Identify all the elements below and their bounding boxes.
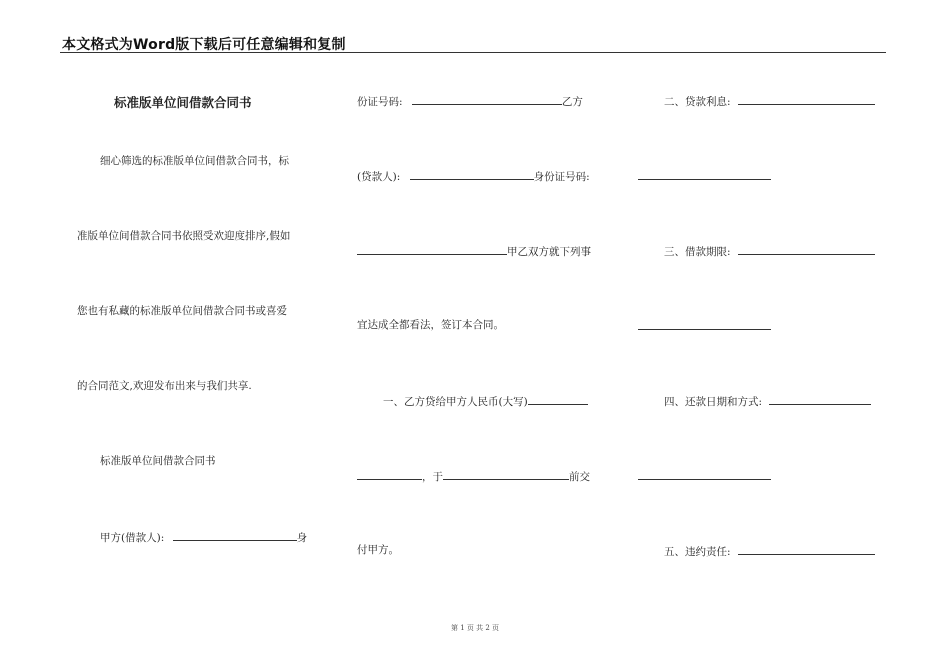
agreement-text: 甲乙双方就下列事 bbox=[507, 246, 591, 258]
liability-blank[interactable] bbox=[738, 543, 875, 555]
contract-subtitle: 标准版单位间借款合同书 bbox=[100, 455, 216, 467]
intro-line-3: 您也有私藏的标准版单位间借款合同书或喜爱 bbox=[77, 305, 287, 317]
document-header: 本文格式为Word版下载后可任意编辑和复制 bbox=[62, 37, 346, 53]
clause-1-text: 一、乙方贷给甲方人民币(大写) bbox=[383, 396, 528, 408]
repayment-blank[interactable] bbox=[769, 393, 871, 405]
payment-date-row bbox=[357, 468, 590, 484]
clause-1-row bbox=[383, 393, 588, 409]
clause-2-text: 二、贷款利息: bbox=[664, 96, 731, 108]
id-number-label: 份证号码: bbox=[357, 96, 403, 108]
party-a-row bbox=[100, 529, 307, 545]
party-a-id-blank[interactable] bbox=[412, 93, 562, 105]
interest-continued-blank[interactable] bbox=[638, 179, 771, 180]
lender-id-blank[interactable] bbox=[357, 243, 507, 255]
lender-row bbox=[357, 168, 590, 184]
term-blank[interactable] bbox=[738, 243, 875, 255]
pay-text: 付甲方。 bbox=[357, 544, 399, 556]
id-number-row bbox=[357, 93, 583, 109]
clause-3-row bbox=[664, 243, 875, 259]
amount-continued-blank[interactable] bbox=[357, 468, 422, 480]
lender-name-blank[interactable] bbox=[410, 168, 534, 180]
doc-title: 标准版单位间借款合同书 bbox=[114, 95, 252, 110]
interest-blank[interactable] bbox=[738, 93, 875, 105]
agreement-row bbox=[357, 243, 591, 259]
intro-line-2: 准版单位间借款合同书依照受欢迎度排序,假如 bbox=[77, 230, 291, 242]
loan-amount-blank[interactable] bbox=[528, 393, 588, 405]
payment-date-blank[interactable] bbox=[443, 468, 569, 480]
intro-line-1: 细心筛选的标准版单位间借款合同书，标 bbox=[100, 155, 289, 167]
at-label: ，于 bbox=[422, 471, 443, 483]
header-divider bbox=[60, 52, 886, 53]
party-a-blank[interactable] bbox=[173, 529, 297, 541]
intro-line-4: 的合同范文,欢迎发布出来与我们共享. bbox=[77, 380, 252, 392]
clause-5-text: 五、违约责任: bbox=[664, 546, 731, 558]
term-continued-blank[interactable] bbox=[638, 329, 771, 330]
party-a-label: 甲方(借款人): bbox=[100, 532, 165, 544]
clause-2-row bbox=[664, 93, 875, 109]
party-a-id-prefix: 身 bbox=[296, 532, 308, 544]
repayment-continued-blank[interactable] bbox=[638, 479, 771, 480]
clause-3-text: 三、借款期限: bbox=[664, 246, 731, 258]
lender-label: (贷款人): bbox=[357, 171, 401, 183]
lender-id-label: 身份证号码: bbox=[533, 171, 590, 183]
before-label: 前交 bbox=[569, 471, 590, 483]
clause-5-row bbox=[664, 543, 875, 559]
page-number: 第 1 页 共 2 页 bbox=[450, 624, 500, 632]
agreement-text-2: 宜达成全都看法，签订本合同。 bbox=[357, 319, 504, 331]
clause-4-row bbox=[664, 393, 871, 409]
party-b-label: 乙方 bbox=[561, 96, 583, 108]
clause-4-text: 四、还款日期和方式: bbox=[664, 396, 763, 408]
